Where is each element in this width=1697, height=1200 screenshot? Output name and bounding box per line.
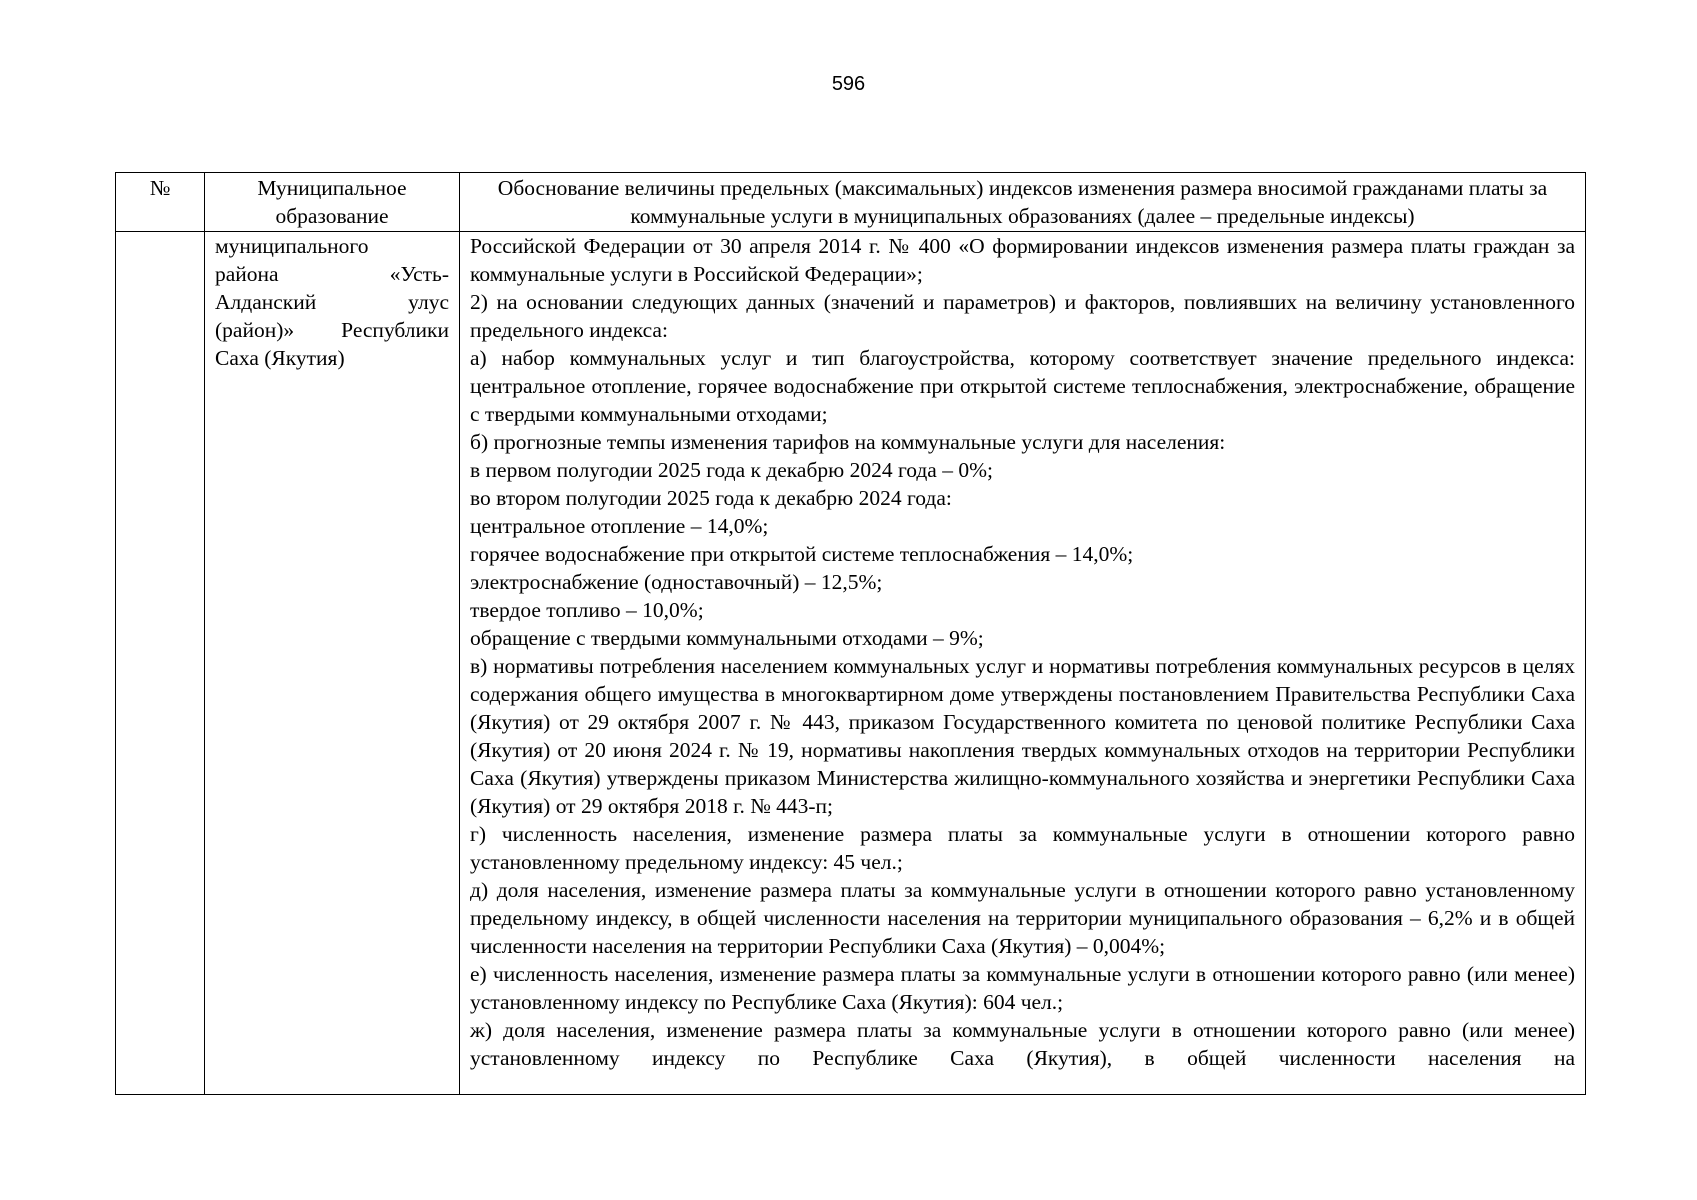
- header-number: №: [116, 173, 205, 232]
- municipality-line: района «Усть-: [215, 262, 449, 286]
- municipality-line: (район)» Республики: [215, 318, 449, 342]
- page-number: 596: [831, 73, 866, 95]
- municipality-line: Алданский улус: [215, 290, 449, 314]
- paragraph: обращение с твердыми коммунальными отходами – 9%;: [470, 626, 984, 650]
- paragraph: центральное отопление – 14,0%;: [470, 514, 769, 538]
- paragraph: е) численность населения, изменение размера платы за коммунальные услуги в отношении которого равно (или менее) установленному индексу по Республике Саха (Якутия): 604 чел.;: [470, 962, 1575, 1014]
- paragraph: горячее водоснабжение при открытой системе теплоснабжения – 14,0%;: [470, 542, 1134, 566]
- paragraph: а) набор коммунальных услуг и тип благоустройства, которому соответствует значение предельного индекса: центральное отопление, горячее водоснабжение при открытой системе теплоснабжения, электроснабжение, обращение с твердыми коммунальными отходами;: [470, 346, 1575, 426]
- paragraph: электроснабжение (одноставочный) – 12,5%;: [470, 570, 883, 594]
- cell-municipality: [205, 232, 460, 1095]
- paragraph: в) нормативы потребления населением коммунальных услуг и нормативы потребления коммунальных ресурсов в целях содержания общего имущества в многоквартирном доме утверждены постановлением Правительства Республики Саха (Якутия) от 29 октября 2007 г. № 443, приказом Государственного комитета по ценовой политике Республики Саха (Якутия) от 20 июня 2024 г. № 19, нормативы накопления твердых коммунальных отходов на территории Республики Саха (Якутия) утверждены приказом Министерства жилищно-коммунального хозяйства и энергетики Республики Саха (Якутия) от 29 октября 2018 г. № 443-п;: [470, 654, 1575, 818]
- paragraph: д) доля населения, изменение размера платы за коммунальные услуги в отношении которого равно установленному предельному индексу, в общей численности населения на территории муниципального образования – 6,2% и в общей численности населения на территории Республики Саха (Якутия) – 0,004%;: [470, 878, 1575, 958]
- table-header-row: [116, 173, 1586, 232]
- tariff-index-table: [115, 172, 1586, 1095]
- header-justification: Обоснование величины предельных (максимальных) индексов изменения размера вносимой гражданами платы за коммунальные услуги в муниципальных образованиях (далее – предельные индексы): [460, 173, 1586, 232]
- header-municipality: Муниципальное образование: [205, 173, 460, 232]
- paragraph: в первом полугодии 2025 года к декабрю 2024 года – 0%;: [470, 458, 993, 482]
- paragraph: во втором полугодии 2025 года к декабрю 2024 года:: [470, 486, 952, 510]
- cell-justification: [460, 232, 1586, 1095]
- paragraph: ж) доля населения, изменение размера платы за коммунальные услуги в отношении которого равно (или менее) установленному индексу по Республике Саха (Якутия), в общей численности населения на: [470, 1018, 1575, 1070]
- municipality-line: Саха (Якутия): [215, 346, 345, 370]
- paragraph: г) численность населения, изменение размера платы за коммунальные услуги в отношении которого равно установленному предельному индексу: 45 чел.;: [470, 822, 1575, 874]
- municipality-line: муниципального: [215, 234, 369, 258]
- cell-number: [116, 232, 205, 1095]
- paragraph: 2) на основании следующих данных (значений и параметров) и факторов, повлиявших на величину установленного предельного индекса:: [470, 290, 1575, 342]
- table-row: [116, 232, 1586, 1095]
- paragraph: Российской Федерации от 30 апреля 2014 г. № 400 «О формировании индексов изменения размера платы граждан за коммунальные услуги в Российской Федерации»;: [470, 234, 1575, 286]
- paragraph: б) прогнозные темпы изменения тарифов на коммунальные услуги для населения:: [470, 430, 1226, 454]
- paragraph: твердое топливо – 10,0%;: [470, 598, 704, 622]
